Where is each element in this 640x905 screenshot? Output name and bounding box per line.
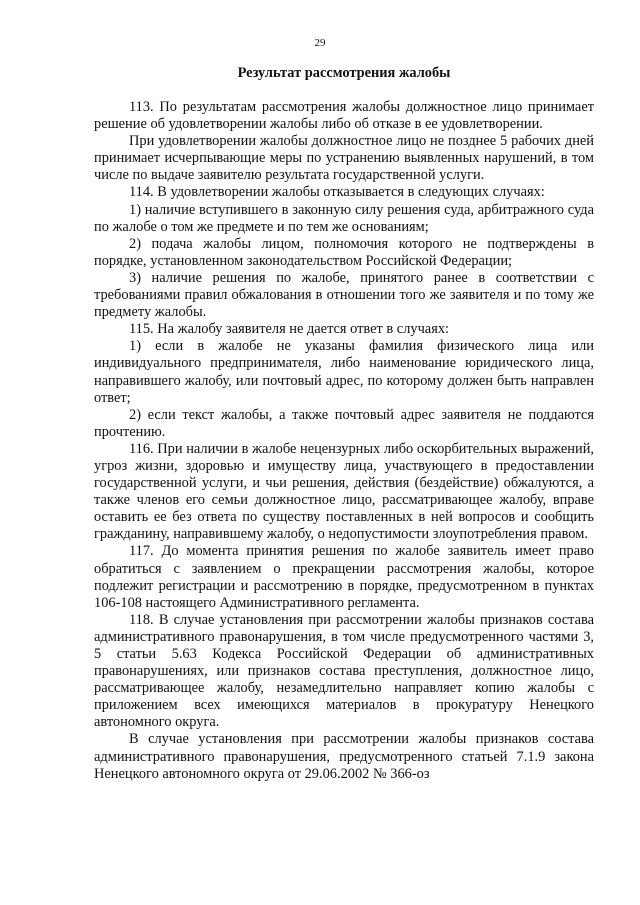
paragraph-117: 117. До момента принятия решения по жалобе заявитель имеет право обратиться с заявлением о прекращении рассмотрения жалобы, которое подлежит регистрации и рассмотрению в порядке, предусмотренном в пунктах 106-108 настоящего Административного регламента. — [94, 543, 594, 611]
paragraph-118-continuation: В случае установления при рассмотрении жалобы признаков состава административного правонарушения, предусмотренного статьей 7.1.9 закона Ненецкого автономного округа от 29.06.2002 № 366-оз — [94, 731, 594, 782]
paragraph-114-item-1: 1) наличие вступившего в законную силу решения суда, арбитражного суда по жалобе о том же предмете и по тем же основаниям; — [94, 201, 594, 235]
document-body — [94, 99, 594, 783]
page-number: 29 — [314, 37, 326, 49]
paragraph-113-remedy: При удовлетворении жалобы должностное лицо не позднее 5 рабочих дней принимает исчерпывающие меры по устранению выявленных нарушений, в том числе по выдаче заявителю результата государственной услуги. — [94, 133, 594, 184]
paragraph-115-item-1: 1) если в жалобе не указаны фамилия физического лица или индивидуального предпринимателя, либо наименование юридического лица, направившего жалобу, или почтовый адрес, по которому должен быть направлен ответ; — [94, 338, 594, 406]
paragraph-115: 115. На жалобу заявителя не дается ответ в случаях: — [129, 321, 450, 338]
paragraph-113: 113. По результатам рассмотрения жалобы должностное лицо принимает решение об удовлетворении жалобы либо об отказе в ее удовлетворении. — [94, 99, 594, 133]
section-title: Результат рассмотрения жалобы — [237, 65, 451, 81]
paragraph-114-item-2: 2) подача жалобы лицом, полномочия которого не подтверждены в порядке, установленном законодательством Российской Федерации; — [94, 235, 594, 269]
paragraph-115-item-2: 2) если текст жалобы, а также почтовый адрес заявителя не поддаются прочтению. — [94, 406, 594, 440]
paragraph-114-item-3: 3) наличие решения по жалобе, принятого ранее в соответствии с требованиями правил обжалования в отношении того же заявителя и по тому же предмету жалобы. — [94, 269, 594, 321]
paragraph-114: 114. В удовлетворении жалобы отказывается в следующих случаях: — [129, 184, 545, 201]
paragraph-116: 116. При наличии в жалобе нецензурных либо оскорбительных выражений, угроз жизни, здоровью и имуществу лица, участвующего в предоставлении государственной услуги, и чьи решения, действия (бездействие) обжалуются, а также членов его семьи должностное лицо, рассматривающее жалобу, вправе оставить ее без ответа по существу поставленных в ней вопросов и сообщить гражданину, направившему жалобу, о недопустимости злоупотребления правом. — [94, 440, 594, 543]
paragraph-118: 118. В случае установления при рассмотрении жалобы признаков состава административного правонарушения, в том числе предусмотренного частями 3, 5 статьи 5.63 Кодекса Российской Федерации об административных правонарушениях, или признаков состава преступления, должностное лицо, рассматривающее жалобу, незамедлительно направляет копию жалобы с приложением всех имеющихся материалов в прокуратуру Ненецкого автономного округа. — [94, 611, 594, 731]
